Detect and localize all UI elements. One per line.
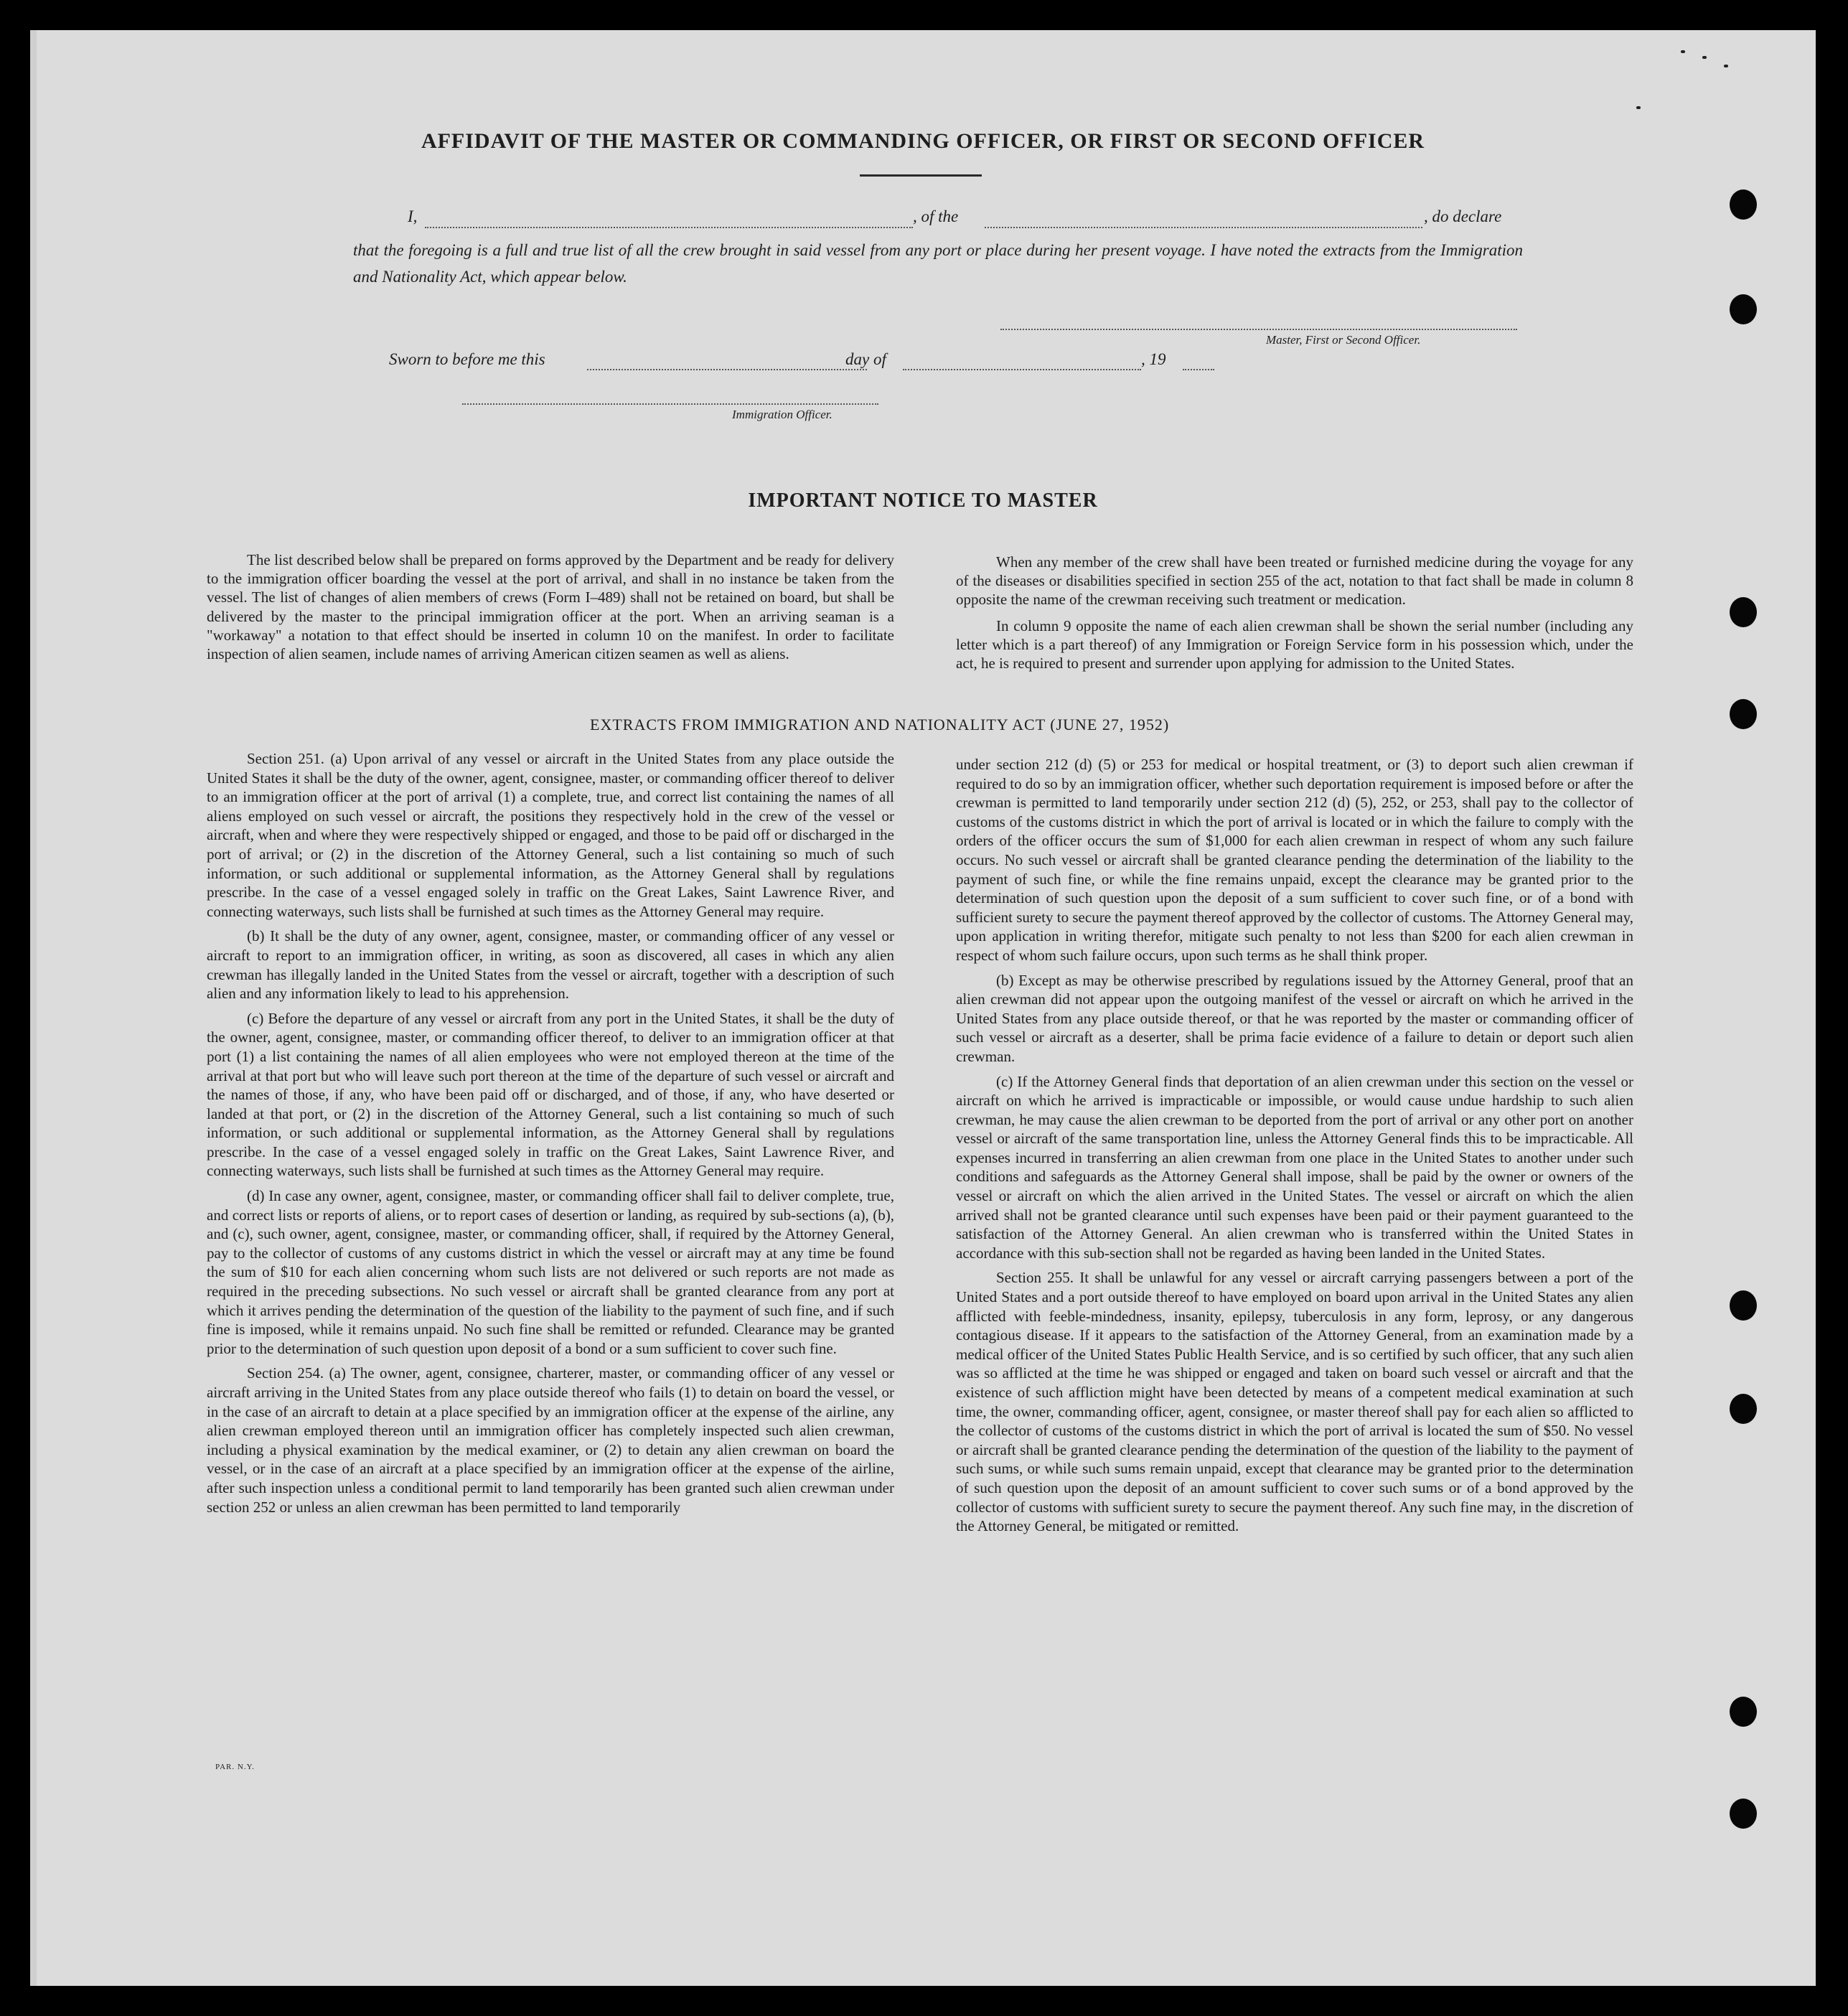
punch-hole	[1730, 189, 1757, 220]
punch-hole	[1730, 699, 1757, 729]
extract-section: (d) In case any owner, agent, consignee, master, or commanding officer shall fail to deliver complete, true, and correct lists or reports of aliens, or to report cases of desertion or landing, as required by sub-sections (a), (b), and (c), such owner, agent, consignee, master, or commanding officer, shall, if required by the Attorney General, pay to the collector of customs of any customs district in which the vessel or aircraft may at any time be found the sum of $10 for each alien concerning whom such lists are not delivered or such reports are not made as required in the preceding subsections. No such vessel or aircraft shall be granted clearance from any port at which it arrives pending the determination of the question of the liability to the payment of such fine, and if such fine is imposed, while it remains unpaid. No such fine shall be remitted or refunded. Clearance may be granted prior to the determination of such question upon deposit of a bond or a sum sufficient to cover such fine.	[207, 1187, 894, 1357]
page-edge	[30, 30, 37, 1986]
extract-section: Section 254. (a) The owner, agent, consignee, charterer, master, or commanding officer of any vessel or aircraft arriving in the United States from any place outside thereof who fails (1) to detain on board the vessel, or in the case of an aircraft to detain at a place specified by an immigration officer at the expense of the airline, any alien crewman employed thereon until an immigration officer has completely inspected such alien crewman, including a physical examination by the medical examiner, or (2) to detain any alien crewman on board the vessel, or in the case of an aircraft at a place specified by an immigration officer at the expense of the airline, after such inspection unless a conditional permit to land temporarily has been granted such alien crewman under section 252 or unless an alien crewman has been permitted to land temporarily	[207, 1364, 894, 1516]
extract-section: (c) Before the departure of any vessel or aircraft from any port in the United States, it shall be the duty of the owner, agent, consignee, master, or commanding officer thereof, to deliver to an immigration officer at that port (1) a list containing the names of all alien employees who were not employed thereon at the time of the arrival at that port but who will leave such port thereon at the time of the departure of such vessel or aircraft and the names of those, if any, who have been paid off or discharged, and of those, if any, who have deserted or landed at that port, or (2) in the discretion of the Attorney General, such a list containing so much of such information, or such additional or supplemental information, as the Attorney General shall by regulations prescribe. In the case of a vessel engaged solely in traffic on the Great Lakes, Saint Lawrence River, and connecting waterways, such lists shall be furnished at such times as the Attorney General may require.	[207, 1009, 894, 1180]
punch-hole	[1730, 294, 1757, 324]
scan-speck	[1724, 65, 1728, 67]
notice-paragraph: The list described below shall be prepared on forms approved by the Department and be ready for delivery to the immigration officer boarding the vessel at the port of arrival, and shall in no instance be taken from the vessel. The list of changes of alien members of crews (Form I–489) shall not be retained on board, but shall be delivered by the master to the principal immigration officer at the port. When an arriving seaman is a "workaway" a notation to that effect should be inserted in column 10 on the manifest. In order to facilitate inspection of alien seamen, include names of arriving American citizen seamen as well as aliens.	[207, 551, 894, 663]
sworn-month-field[interactable]	[903, 369, 1141, 370]
affidavit-i-label: I,	[408, 207, 418, 225]
notice-left-column	[207, 550, 894, 663]
extract-section: Section 255. It shall be unlawful for any vessel or aircraft carrying passengers between a port of the United States and a port outside thereof to have employed on board upon arrival in the United States any alien afflicted with feeble-mindedness, insanity, epilepsy, tuberculosis in any form, leprosy, or any dangerous contagious disease. If it appears to the satisfaction of the Attorney General, from an examination made by a medical officer of the United States Public Health Service, and is so certified by such officer, that any such alien was so afflicted at the time he was shipped or engaged and taken on board such vessel or aircraft and that the existence of such affliction might have been detected by means of a competent medical examination at such time, the owner, commanding officer, agent, consignee, or master thereof shall pay for each alien so afflicted to the collector of customs of the customs district in which the port of arrival is located the sum of $50. No vessel or aircraft shall be granted clearance pending the determination of the question of the liability to the payment of such sums, or while such sums remain unpaid, except that clearance may be granted prior to the determination of such question upon the deposit of an amount sufficient to cover such sums or of a bond approved by the collector of customs with sufficient surety to secure the payment thereof. Any such fine may, in the discretion of the Attorney General, be mitigated or remitted.	[956, 1269, 1633, 1535]
extract-section: (b) Except as may be otherwise prescribed by regulations issued by the Attorney General, proof that an alien crewman did not appear upon the outgoing manifest of the vessel or aircraft on which he arrived in the United States from any place outside thereof, or that he was reported by the master or commanding officer of such vessel or aircraft as a deserter, shall be prima facie evidence of a failure to detain or deport such alien crewman.	[956, 971, 1633, 1065]
extract-section: Section 251. (a) Upon arrival of any vessel or aircraft in the United States from any place outside the United States it shall be the duty of the owner, agent, consignee, master, or commanding officer thereof to deliver to an immigration officer at the port of arrival (1) a complete, true, and correct list containing the names of all aliens employed on such vessel or aircraft, the positions they respectively hold in the crew of the vessel or aircraft, when and where they were respectively shipped or engaged, and those to be paid off or discharged in the port of arrival; or (2) in the discretion of the Attorney General, such a list containing so much of such information, or such additional or supplemental information, as the Attorney General shall by regulations prescribe. In the case of a vessel engaged solely in traffic on the Great Lakes, Saint Lawrence River, and connecting waterways, such lists shall be furnished at such times as the Attorney General may require.	[207, 750, 894, 920]
affidavit-statement: that the foregoing is a full and true list of all the crew brought in said vessel from any port or place during her present voyage. I have noted the extracts from the Immigration and Nationality Act, which appear below.	[353, 241, 1523, 286]
notice-paragraph: When any member of the crew shall have been treated or furnished medicine during the voyage for any of the diseases or disabilities specified in section 255 of the act, notation to that fact shall be made in column 8 opposite the name of the crewman receiving such treatment or medication.	[956, 553, 1633, 609]
year-label: , 19	[1141, 350, 1166, 368]
affidavit-title: AFFIDAVIT OF THE MASTER OR COMMANDING OFFICER, OR FIRST OR SECOND OFFICER	[421, 129, 1425, 153]
scan-speck	[1636, 106, 1641, 109]
day-of-label: day of	[845, 350, 886, 368]
punch-hole	[1730, 597, 1757, 627]
of-the-label: , of the	[913, 207, 959, 225]
declare-label: , do declare	[1424, 207, 1502, 225]
punch-hole	[1730, 1697, 1757, 1727]
master-signature-field[interactable]	[1000, 329, 1517, 330]
scan-speck	[1702, 56, 1707, 59]
extract-section: (b) It shall be the duty of any owner, agent, consignee, master, or commanding officer of any vessel or aircraft to report to an immigration officer, in writing, as soon as discovered, all cases in which any alien crewman has illegally landed in the United States from the vessel or aircraft, together with a description of such alien and any information likely to lead to his apprehension.	[207, 927, 894, 1003]
notice-right-column	[956, 553, 1633, 672]
officer-caption: Immigration Officer.	[732, 408, 832, 421]
sworn-year-field[interactable]	[1183, 369, 1214, 370]
punch-hole	[1730, 1799, 1757, 1829]
notice-title: IMPORTANT NOTICE TO MASTER	[748, 489, 1098, 512]
extracts-title: EXTRACTS FROM IMMIGRATION AND NATIONALITY ACT (JUNE 27, 1952)	[590, 716, 1170, 733]
officer-signature-field[interactable]	[462, 403, 878, 405]
extract-section: (c) If the Attorney General finds that deportation of an alien crewman under this section on the vessel or aircraft on which he arrived is impracticable or impossible, or would cause undue hardship to such alien crewman, he may cause the alien crewman to be deported from the port of arrival or any other port on another vessel or aircraft of the same transportation line, unless the Attorney General finds this to be impracticable. All expenses incurred in transferring an alien crewman from one place in the United States to another under such conditions and safeguards as the Attorney General shall impose, shall be paid by the owner or owners of the vessel or aircraft on which the alien arrived in the United States. The vessel or aircraft on which the alien arrived shall not be granted clearance until such expenses have been paid or their payment guaranteed to the satisfaction of the Attorney General. An alien crewman who is transferred within the United States in accordance with this sub-section shall not be regarded as having been landed in the United States.	[956, 1072, 1633, 1262]
punch-hole	[1730, 1290, 1757, 1321]
title-rule	[860, 174, 982, 177]
form-page	[30, 30, 1816, 1986]
punch-hole	[1730, 1394, 1757, 1424]
position-field[interactable]	[985, 227, 1422, 228]
notice-paragraph: In column 9 opposite the name of each alien crewman shall be shown the serial number (including any letter which is a part thereof) of any Immigration or Foreign Service form in his possession which, under the act, he is required to present and surrender upon applying for admission to the United States.	[956, 616, 1633, 672]
scan-speck	[1681, 50, 1685, 53]
master-caption: Master, First or Second Officer.	[1266, 333, 1421, 347]
extracts-right-column	[956, 755, 1633, 1536]
extracts-left-column	[207, 749, 894, 1516]
extract-section: under section 212 (d) (5) or 253 for medical or hospital treatment, or (3) to deport such alien crewman if required to do so by an immigration officer, whether such deportation requirement is imposed before or after the crewman is permitted to land temporarily under section 212 (d) (5), 252, or 253, shall pay to the collector of customs of the customs district in which the port of arrival is located or in which the failure to comply with the orders of the officer occurs the sum of $1,000 for each alien crewman in respect of whom any such failure occurs. No such vessel or aircraft shall be granted clearance pending the determination of the liability to the payment of such fine, or while the fine remains unpaid, except the clearance may be granted prior to the determination of such question upon the deposit of a sum sufficient to cover such fine, or of a bond with sufficient surety to secure the payment thereof approved by the collector of customs. The Attorney General may, upon application in writing therefor, mitigate such penalty to not less than $200 for each alien crewman in respect of whom such failure occurs, upon such terms as he shall think proper.	[956, 756, 1633, 964]
sworn-day-field[interactable]	[587, 369, 867, 370]
name-field[interactable]	[425, 227, 913, 228]
printer-mark: PAR. N.Y.	[215, 1763, 255, 1771]
sworn-label: Sworn to before me this	[389, 350, 545, 368]
